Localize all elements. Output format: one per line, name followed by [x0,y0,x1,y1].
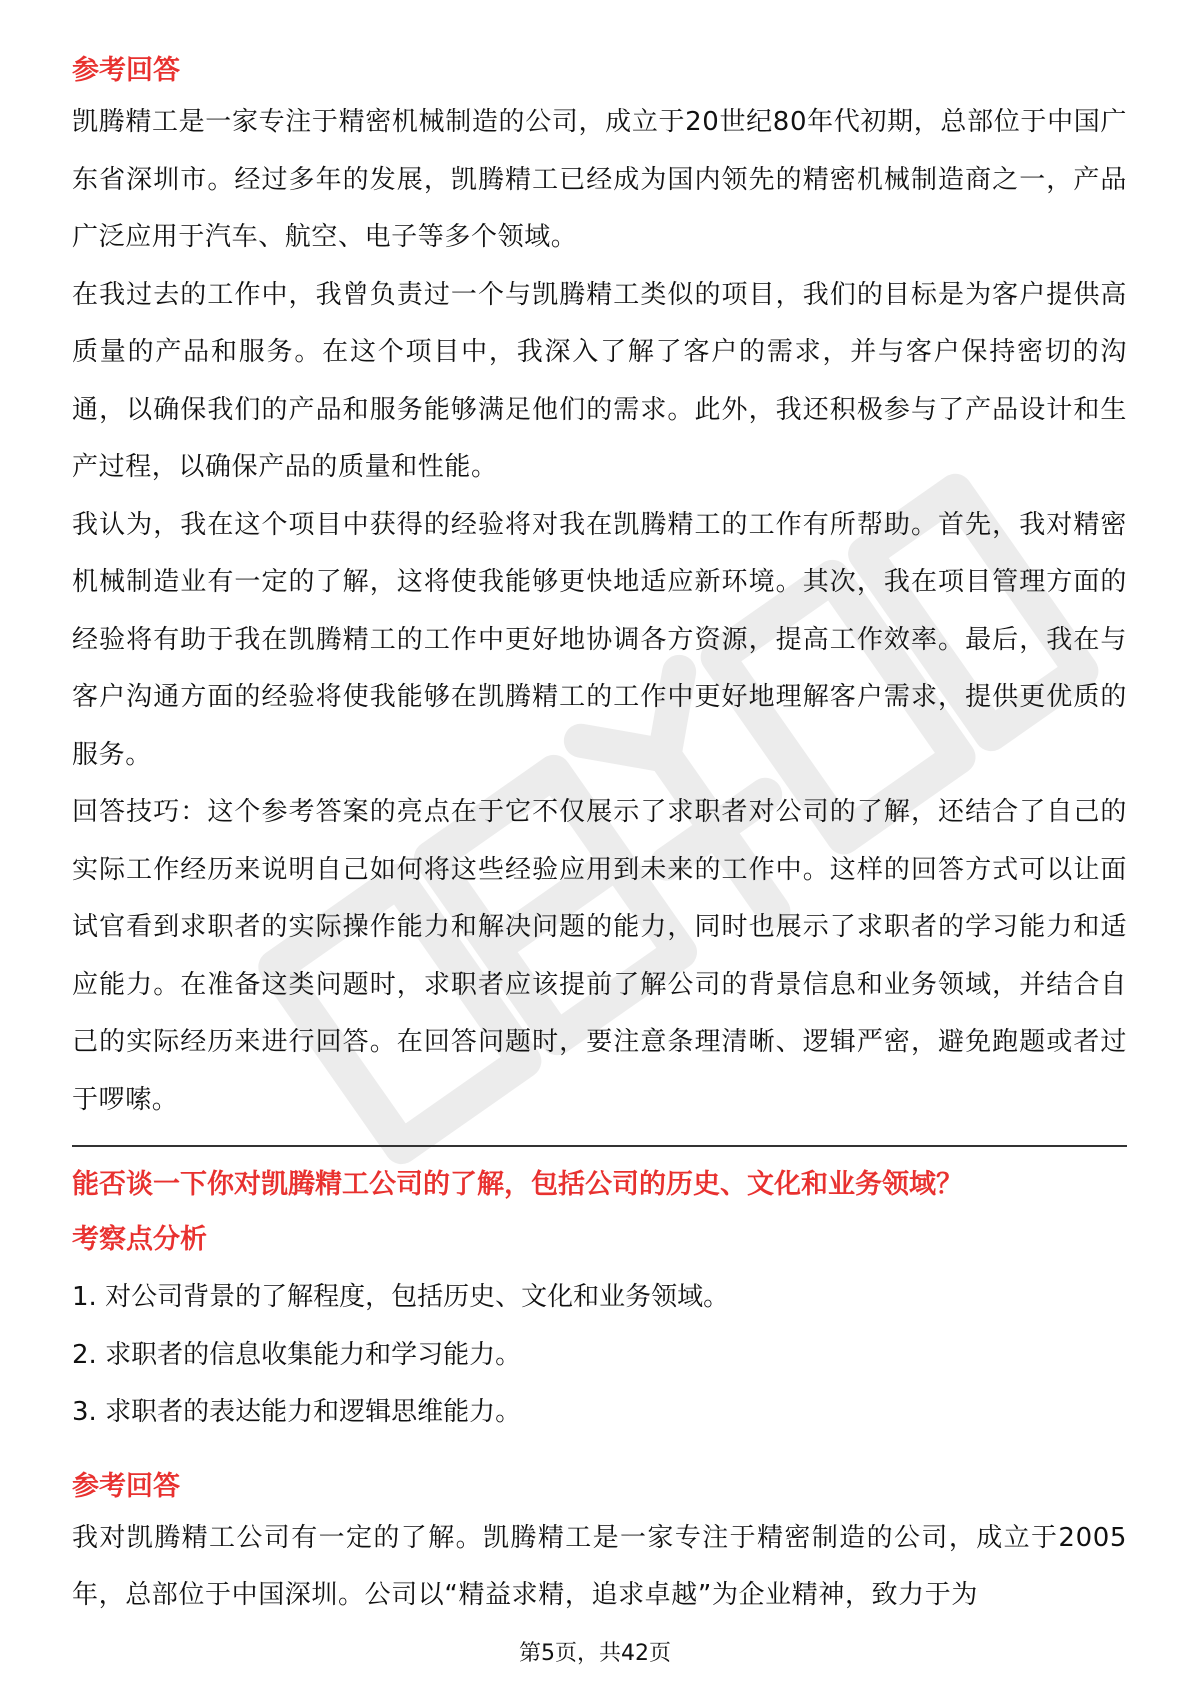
page-number: 第5页，共42页 [519,1641,671,1666]
analysis-item-2: 2. 求职者的信息收集能力和学习能力。 [72,1339,522,1370]
analysis-item-1: 1. 对公司背景的了解程度，包括历史、文化和业务领域。 [72,1282,730,1312]
reference-answer-heading-2: 参考回答 [72,1470,180,1502]
section-divider [72,1145,1127,1147]
question-title: 能否谈一下你对凯腾精工公司的了解，包括公司的历史、文化和业务领域？ [72,1169,963,1200]
reference-answer-heading: 参考回答 [72,55,180,86]
answer-paragraph-1: 凯腾精工是一家专注于精密机械制造的公司，成立于20世纪80年代初期，总部位于中国广东省深圳市。经过多年的发展，凯腾精工已经成为国内领先的精密机械制造商之一，产品广泛应用于汽车、航空、电子等多个领域。 [72,107,1127,252]
answer-tips-paragraph: 回答技巧：这个参考答案的亮点在于它不仅展示了求职者对公司的了解，还结合了自己的实际工作经历来说明自己如何将这些经验应用到未来的工作中。这样的回答方式可以让面试官看到求职者的实际操作能力和解决问题的能力，同时也展示了求职者的学习能力和适应能力。在准备这类问题时，求职者应该提前了解公司的背景信息和业务领域，并结合自己的实际经历来进行回答。在回答问题时，要注意条理清晰、逻辑严密，避免跑题或者过于啰嗦。 [72,797,1127,1115]
analysis-heading: 考察点分析 [72,1224,207,1255]
answer-paragraph-2: 在我过去的工作中，我曾负责过一个与凯腾精工类似的项目，我们的目标是为客户提供高质量的产品和服务。在这个项目中，我深入了解了客户的需求，并与客户保持密切的沟通，以确保我们的产品和服务能够满足他们的需求。此外，我还积极参与了产品设计和生产过程，以确保产品的质量和性能。 [72,279,1127,482]
analysis-item-3: 3. 求职者的表达能力和逻辑思维能力。 [72,1397,522,1427]
answer-paragraph-4: 我对凯腾精工公司有一定的了解。凯腾精工是一家专注于精密制造的公司，成立于2005年，总部位于中国深圳。公司以“精益求精，追求卓越”为企业精神，致力于为 [72,1522,1127,1610]
page-content [72,48,1127,1625]
answer-paragraph-3: 我认为，我在这个项目中获得的经验将对我在凯腾精工的工作有所帮助。首先，我对精密机械制造业有一定的了解，这将使我能够更快地适应新环境。其次，我在项目管理方面的经验将有助于我在凯腾精工的工作中更好地协调各方资源，提高工作效率。最后，我在与客户沟通方面的经验将使我能够在凯腾精工的工作中更好地理解客户需求，提供更优质的服务。 [72,509,1127,770]
